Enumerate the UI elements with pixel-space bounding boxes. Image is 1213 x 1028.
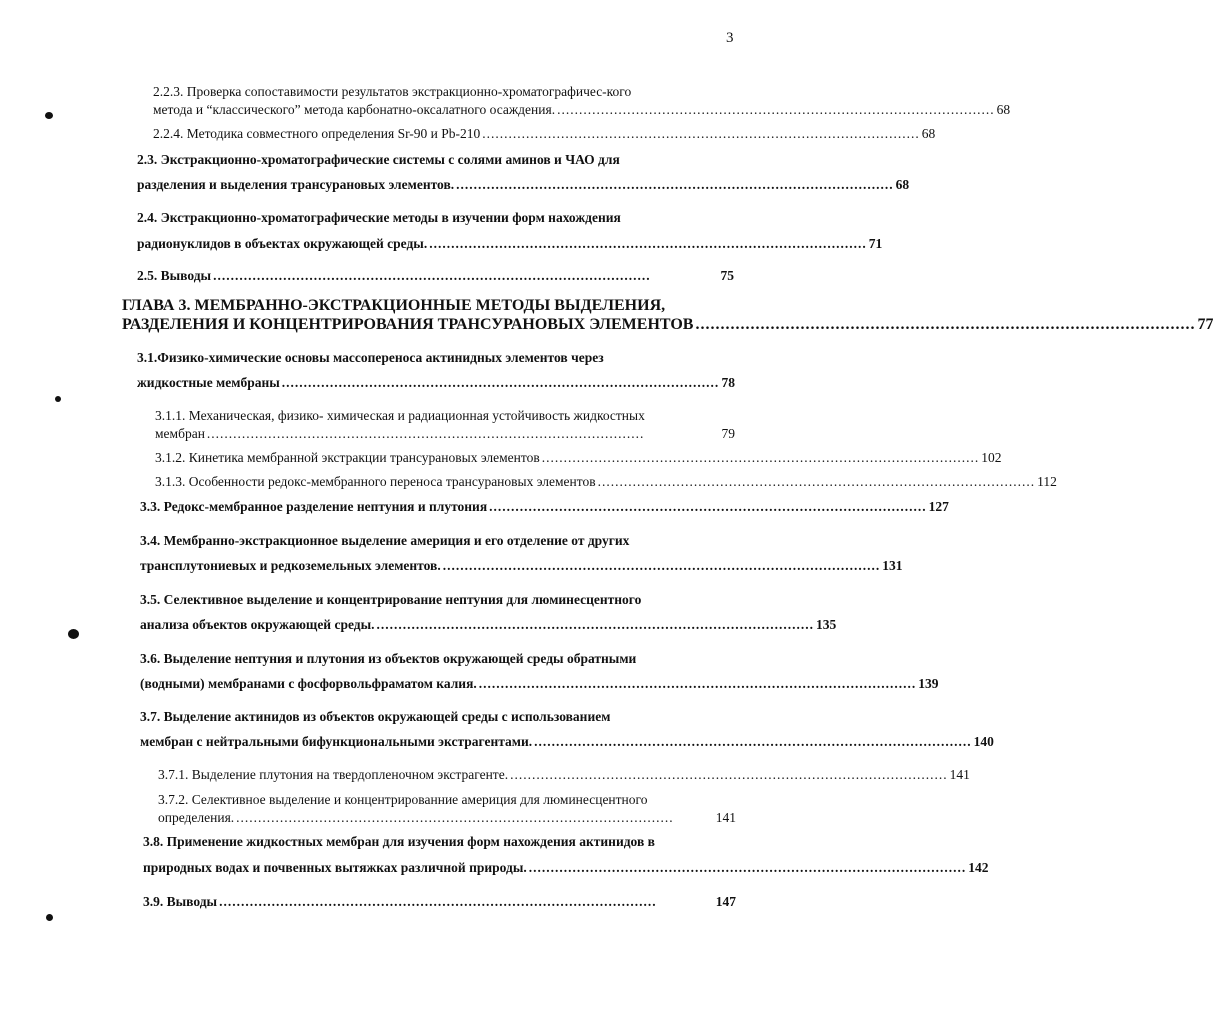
toc-entry-page: 102 bbox=[981, 450, 1002, 465]
toc-entry bbox=[137, 375, 735, 391]
dot-leader: .................................................................................................... bbox=[695, 316, 1196, 333]
toc-entry bbox=[155, 474, 1057, 490]
punch-mark bbox=[46, 914, 53, 921]
punch-mark bbox=[45, 112, 53, 119]
toc-entry bbox=[140, 676, 939, 692]
toc-entry-text: 3.7.1. Выделение плутония на твердопленочном экстрагенте. bbox=[158, 767, 509, 782]
toc-entry-line: 2.4. Экстракционно-хроматографические методы в изучении форм нахождения bbox=[137, 210, 621, 225]
dot-leader: .................................................................................................... bbox=[534, 734, 972, 749]
toc-entry bbox=[143, 860, 989, 876]
toc-entry-page: 75 bbox=[720, 268, 734, 283]
toc-entry-line: 3.7.2. Селективное выделение и концентрированние америция для люминесцентного bbox=[158, 792, 648, 807]
toc-entry-page: 142 bbox=[968, 860, 989, 875]
toc-entry-text: 3.9. Выводы bbox=[143, 894, 218, 909]
toc-entry-page: 71 bbox=[868, 236, 883, 251]
punch-mark bbox=[68, 629, 79, 639]
toc-entry-page: 78 bbox=[721, 375, 735, 390]
dot-leader: .................................................................................................... bbox=[482, 126, 920, 141]
dot-leader: .................................................................................................... bbox=[478, 676, 917, 691]
toc-entry bbox=[140, 617, 837, 633]
toc-entry bbox=[143, 894, 736, 910]
toc-entry-page: 141 bbox=[715, 810, 736, 825]
toc-entry-line: 3.5. Селективное выделение и концентрирование нептуния для люминесцентного bbox=[140, 592, 642, 607]
toc-entry-page: 147 bbox=[715, 894, 736, 909]
toc-entry-text: радионуклидов в объектах окружающей среды. bbox=[137, 236, 428, 251]
toc-entry-text: мембран bbox=[155, 426, 205, 441]
toc-entry bbox=[158, 810, 736, 826]
toc-entry-page: 127 bbox=[928, 499, 949, 514]
toc-entry-line: 3.7. Выделение актинидов из объектов окружающей среды с использованием bbox=[140, 709, 611, 724]
toc-entry-text: РАЗДЕЛЕНИЯ И КОНЦЕНТРИРОВАНИЯ ТРАНСУРАНОВЫХ ЭЛЕМЕНТОВ bbox=[122, 316, 694, 333]
toc-entry-line: 2.2.3. Проверка сопоставимости результатов экстракционно-хроматографичес-кого bbox=[153, 84, 632, 99]
toc-entry bbox=[153, 102, 1011, 118]
dot-leader: .................................................................................................... bbox=[557, 102, 995, 117]
toc-entry-page: 68 bbox=[921, 126, 936, 141]
dot-leader: .................................................................................................... bbox=[442, 558, 881, 573]
dot-leader: .................................................................................................... bbox=[376, 617, 815, 632]
toc-entry-line: 3.6. Выделение нептуния и плутония из объектов окружающей среды обратными bbox=[140, 651, 637, 666]
toc-entry-text: 3.1.3. Особенности редокс-мембранного переноса трансурановых элементов bbox=[155, 474, 596, 489]
dot-leader: .................................................................................................... bbox=[541, 450, 980, 465]
toc-entry-page: 141 bbox=[949, 767, 970, 782]
toc-entry-text: 2.5. Выводы bbox=[137, 268, 212, 283]
toc-entry-page: 139 bbox=[918, 676, 939, 691]
toc-entry-text: 3.3. Редокс-мембранное разделение нептуния и плутония bbox=[140, 499, 488, 514]
toc-entry-page: 112 bbox=[1037, 474, 1057, 489]
toc-entry bbox=[137, 236, 883, 252]
toc-entry bbox=[153, 126, 936, 142]
toc-entry bbox=[155, 450, 1002, 466]
toc-entry-page: 68 bbox=[996, 102, 1011, 117]
dot-leader: .................................................................................................... bbox=[429, 236, 867, 251]
chapter-heading-line: ГЛАВА 3. МЕМБРАННО-ЭКСТРАКЦИОННЫЕ МЕТОДЫ ВЫДЕЛЕНИЯ, bbox=[122, 297, 666, 314]
toc-entry bbox=[137, 177, 910, 193]
dot-leader: .................................................................................................... bbox=[510, 767, 948, 782]
toc-entry bbox=[137, 268, 734, 284]
page-number: 3 bbox=[726, 30, 734, 46]
toc-entry-page: 79 bbox=[721, 426, 735, 441]
toc-entry-page: 140 bbox=[973, 734, 994, 749]
toc-entry-text: 3.1.2. Кинетика мембранной экстракции трансурановых элементов bbox=[155, 450, 540, 465]
toc-entry-text: определения. bbox=[158, 810, 235, 825]
toc-entry-line: 3.1.Физико-химические основы массопереноса актинидных элементов через bbox=[137, 350, 604, 365]
dot-leader: .................................................................................................... bbox=[281, 375, 720, 390]
toc-entry-text: 2.2.4. Методика совместного определения Sr-90 и Pb-210 bbox=[153, 126, 481, 141]
toc-entry bbox=[158, 767, 970, 783]
toc-entry-text: жидкостные мембраны bbox=[137, 375, 280, 390]
toc-entry bbox=[140, 558, 903, 574]
toc-entry-line: 3.8. Применение жидкостных мембран для изучения форм нахождения актинидов в bbox=[143, 834, 655, 849]
toc-entry-page: 131 bbox=[882, 558, 903, 573]
dot-leader: .................................................................................................... bbox=[236, 810, 674, 825]
toc-entry-text: трансплутониевых и редкоземельных элементов. bbox=[140, 558, 441, 573]
punch-mark bbox=[55, 396, 61, 402]
toc-entry-text: метода и “классического” метода карбонатно-оксалатного осаждения. bbox=[153, 102, 556, 117]
toc-entry bbox=[140, 734, 994, 750]
dot-leader: .................................................................................................... bbox=[219, 894, 657, 909]
toc-entry-text: (водными) мембранами с фосфорвольфраматом калия. bbox=[140, 676, 477, 691]
toc-entry-page: 68 bbox=[895, 177, 910, 192]
toc-entry-line: 2.3. Экстракционно-хроматографические системы с солями аминов и ЧАО для bbox=[137, 152, 620, 167]
toc-entry bbox=[155, 426, 735, 442]
toc-entry bbox=[140, 499, 949, 515]
toc-entry-text: мембран с нейтральными бифункциональными экстрагентами. bbox=[140, 734, 533, 749]
chapter-heading bbox=[122, 316, 1213, 334]
dot-leader: .................................................................................................... bbox=[528, 860, 967, 875]
dot-leader: .................................................................................................... bbox=[213, 268, 651, 283]
dot-leader: .................................................................................................... bbox=[597, 474, 1036, 489]
toc-entry-text: природных водах и почвенных вытяжках различной природы. bbox=[143, 860, 527, 875]
toc-entry-line: 3.4. Мембранно-экстракционное выделение америция и его отделение от других bbox=[140, 533, 630, 548]
dot-leader: .................................................................................................... bbox=[206, 426, 645, 441]
toc-entry-text: разделения и выделения трансурановых элементов. bbox=[137, 177, 455, 192]
toc-entry-page: 135 bbox=[816, 617, 837, 632]
toc-entry-line: 3.1.1. Механическая, физико- химическая и радиационная устойчивость жидкостных bbox=[155, 408, 645, 423]
toc-entry-page: 77 bbox=[1197, 316, 1213, 333]
toc-entry-text: анализа объектов окружающей среды. bbox=[140, 617, 375, 632]
dot-leader: .................................................................................................... bbox=[456, 177, 894, 192]
dot-leader: .................................................................................................... bbox=[489, 499, 927, 514]
